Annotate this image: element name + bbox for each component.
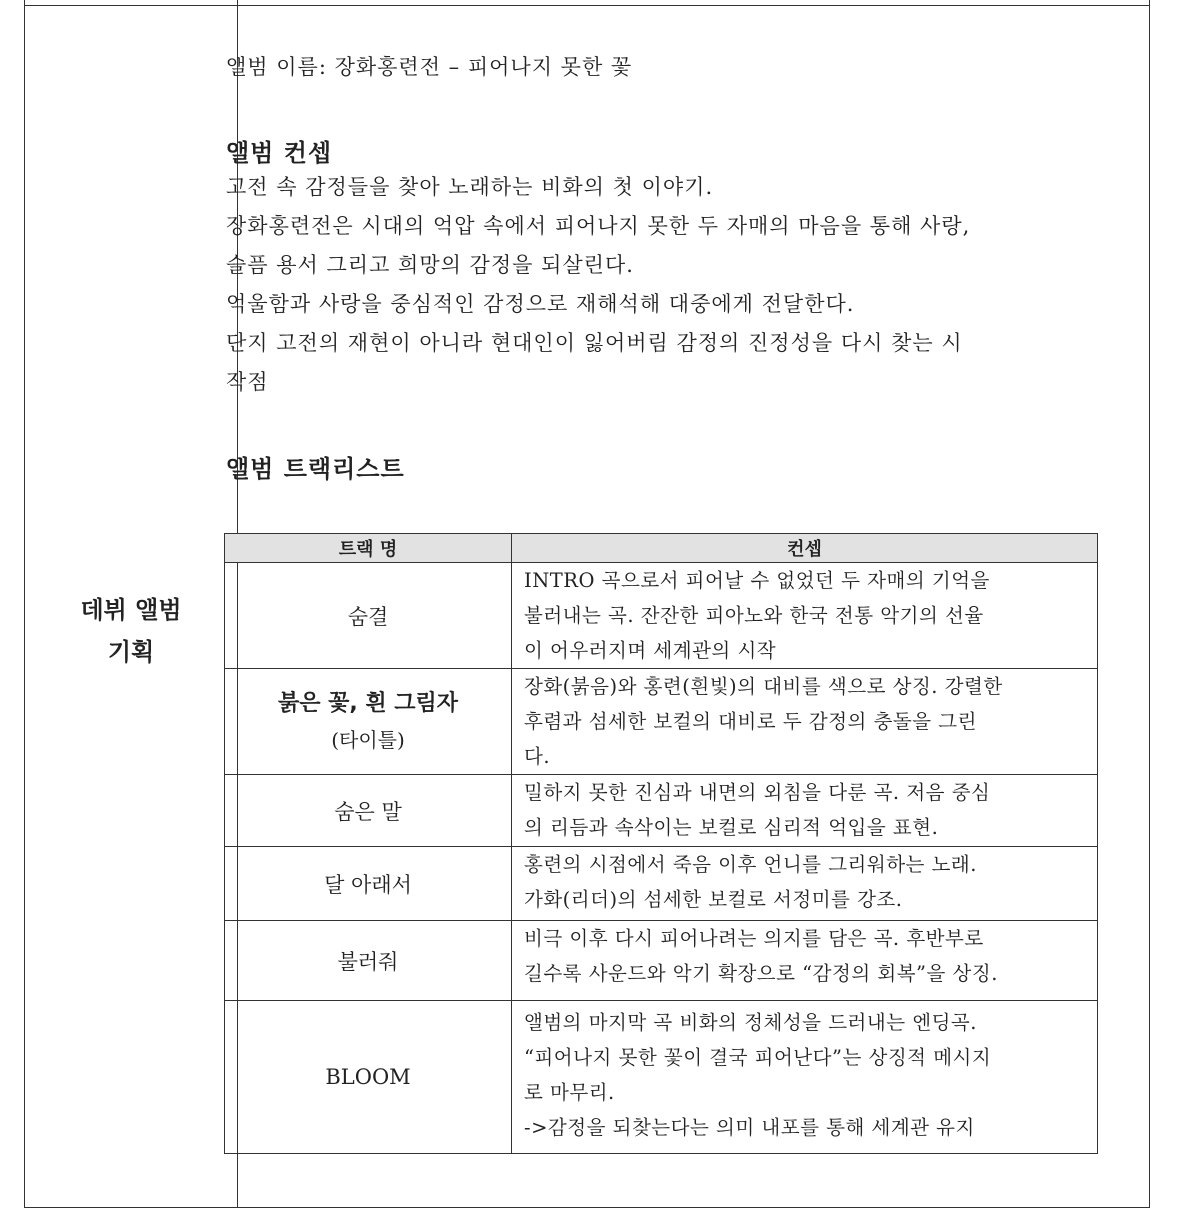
desc-line: 길수록 사운드와 악기 확장으로 “감정의 회복”을 상징. bbox=[524, 962, 998, 985]
track-desc bbox=[512, 669, 1098, 775]
track-desc bbox=[512, 775, 1098, 847]
section-label-line2: 기획 bbox=[107, 638, 155, 666]
desc-line: ->감정을 되찾는다는 의미 내포를 통해 세계관 유지 bbox=[524, 1116, 975, 1139]
track-desc bbox=[512, 847, 1098, 921]
top-divider bbox=[25, 5, 1149, 6]
section-label-line1: 데뷔 앨범 bbox=[80, 596, 182, 624]
table-row bbox=[225, 847, 1098, 921]
desc-line: 밀하지 못한 진심과 내면의 외침을 다룬 곡. 저음 중심 bbox=[524, 781, 991, 804]
desc-line: 후렴과 섬세한 보컬의 대비로 두 감정의 충돌을 그린 bbox=[524, 710, 977, 733]
desc-line: 의 리듬과 속삭이는 보컬로 심리적 억입을 표현. bbox=[524, 816, 939, 839]
tracklist-table bbox=[224, 533, 1098, 1154]
concept-header: 컨셉 bbox=[512, 534, 1098, 563]
concept-text bbox=[226, 168, 1116, 402]
section-label bbox=[25, 589, 237, 673]
album-name: 앨범 이름: 장화홍련전 – 피어나지 못한 꽃 bbox=[226, 55, 633, 79]
desc-line: 로 마무리. bbox=[524, 1081, 615, 1104]
concept-heading: 앨범 컨셉 bbox=[226, 139, 333, 167]
table-row bbox=[225, 775, 1098, 847]
table-row bbox=[225, 1001, 1098, 1154]
track-name-header: 트랙 명 bbox=[225, 534, 512, 563]
track-desc bbox=[512, 563, 1098, 669]
desc-line: 이 어우러지며 세계관의 시작 bbox=[524, 639, 777, 662]
track-name: BLOOM bbox=[225, 1001, 512, 1154]
track-name bbox=[225, 669, 512, 775]
desc-line: 장화(붉음)와 홍련(흰빛)의 대비를 색으로 상징. 강렬한 bbox=[524, 675, 1003, 698]
desc-line: 앨범의 마지막 곡 비화의 정체성을 드러내는 엔딩곡. bbox=[524, 1011, 977, 1034]
desc-line: 다. bbox=[524, 745, 551, 768]
track-name: 숨결 bbox=[225, 563, 512, 669]
track-desc bbox=[512, 921, 1098, 1001]
concept-line: 작점 bbox=[226, 370, 269, 394]
table-row bbox=[225, 921, 1098, 1001]
desc-line: 불러내는 곡. 잔잔한 피아노와 한국 전통 악기의 선율 bbox=[524, 604, 984, 627]
track-title: 붉은 꽃, 흰 그림자 bbox=[277, 690, 459, 716]
track-desc bbox=[512, 1001, 1098, 1154]
track-name: 불러줘 bbox=[225, 921, 512, 1001]
desc-line: 홍련의 시점에서 죽음 이후 언니를 그리워하는 노래. bbox=[524, 853, 977, 876]
concept-line: 슬픔 용서 그리고 희망의 감정을 되살린다. bbox=[226, 253, 634, 277]
track-name: 숨은 말 bbox=[225, 775, 512, 847]
concept-line: 고전 속 감정들을 찾아 노래하는 비화의 첫 이야기. bbox=[226, 175, 714, 199]
table-row bbox=[225, 563, 1098, 669]
track-subtitle: (타이틀) bbox=[331, 727, 405, 752]
desc-line: 가화(리더)의 섬세한 보컬로 서정미를 강조. bbox=[524, 888, 903, 911]
content-area bbox=[226, 52, 1116, 484]
concept-line: 단지 고전의 재현이 아니라 현대인이 잃어버림 감정의 진정성을 다시 찾는 시 bbox=[226, 331, 963, 355]
track-name: 달 아래서 bbox=[225, 847, 512, 921]
desc-line: “피어나지 못한 꽃이 결국 피어난다”는 상징적 메시지 bbox=[524, 1046, 992, 1069]
table-row bbox=[225, 669, 1098, 775]
table-header-row bbox=[225, 534, 1098, 563]
concept-line: 장화홍련전은 시대의 억압 속에서 피어나지 못한 두 자매의 마음을 통해 사랑, bbox=[226, 214, 971, 238]
desc-line: INTRO 곡으로서 피어날 수 없었던 두 자매의 기억을 bbox=[524, 569, 990, 592]
tracklist-heading: 앨범 트랙리스트 bbox=[226, 455, 405, 483]
concept-line: 억울함과 사랑을 중심적인 감정으로 재해석해 대중에게 전달한다. bbox=[226, 292, 855, 316]
desc-line: 비극 이후 다시 피어나려는 의지를 담은 곡. 후반부로 bbox=[524, 927, 984, 950]
